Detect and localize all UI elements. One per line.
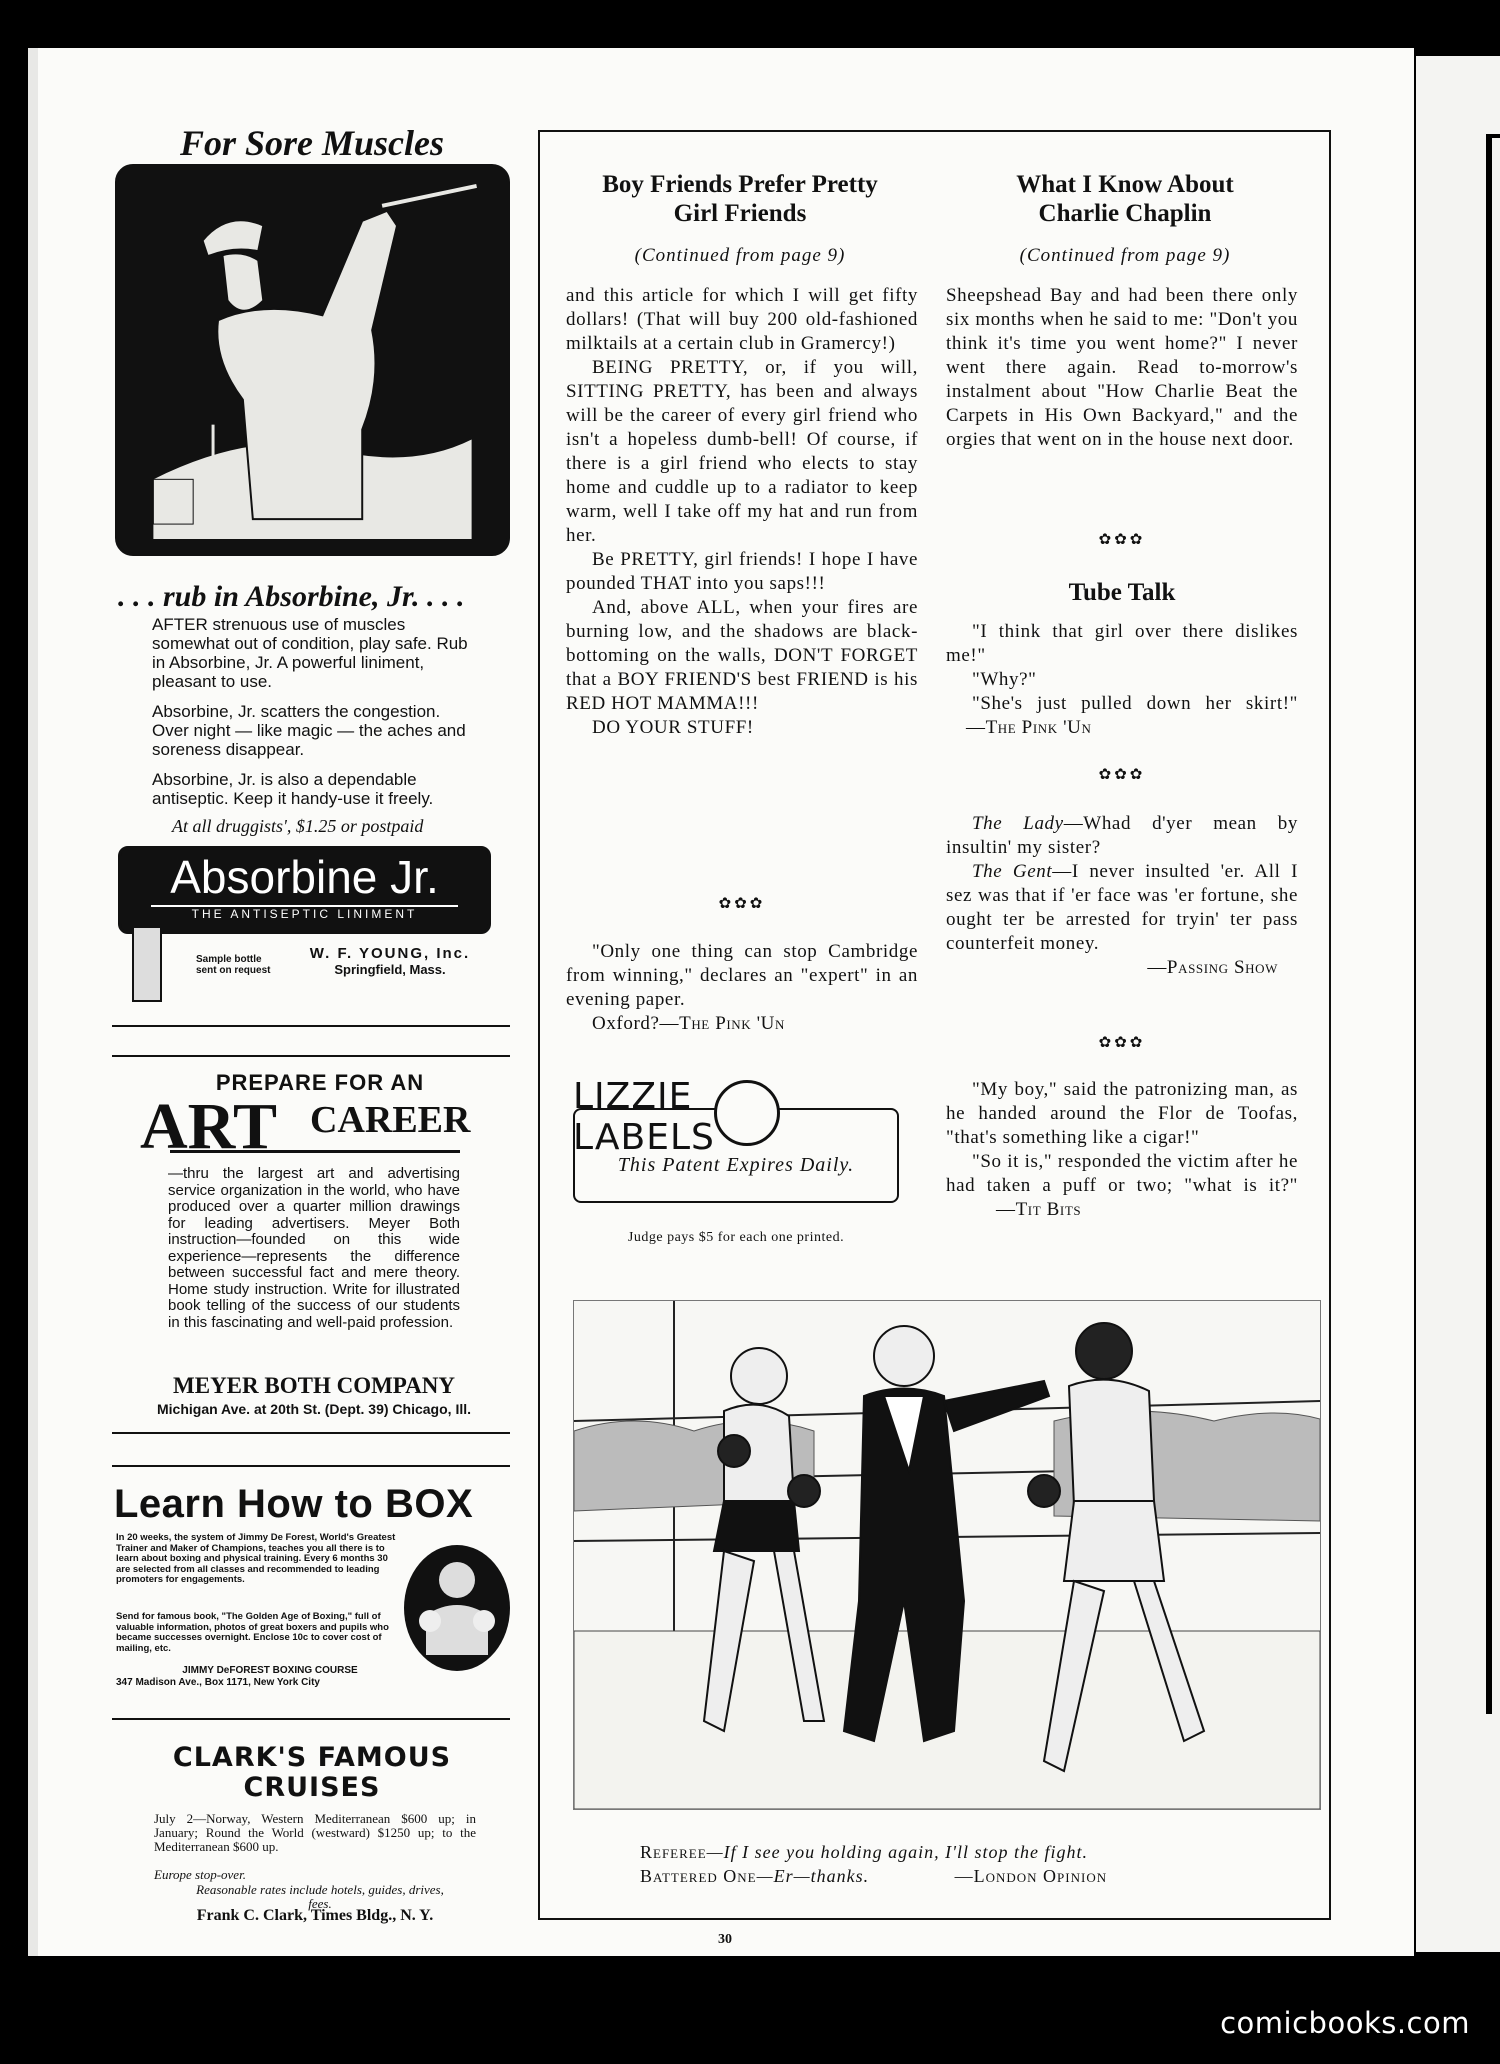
cigar-joke: [946, 1078, 1298, 1222]
box-ad-title: Learn How to BOX: [114, 1482, 474, 1526]
site-watermark: comicbooks.com: [1220, 2006, 1470, 2040]
absorbine-city: Springfield, Mass.: [334, 962, 446, 977]
col1-heading-2: Girl Friends: [673, 200, 807, 227]
col1-joke: [566, 940, 918, 1036]
box-ad-course: JIMMY DeFOREST BOXING COURSE: [182, 1665, 358, 1676]
ornament-icon: ✿✿✿: [1098, 532, 1146, 548]
col2-continued: (Continued from page 9): [1019, 245, 1231, 266]
sample-note: Sample bottle sent on request: [196, 954, 271, 976]
lizzie-circle-icon: [714, 1080, 780, 1146]
ornament-icon: ✿✿✿: [1098, 1035, 1146, 1051]
tube-source: —The Pink 'Un: [966, 717, 1092, 738]
absorbine-tagline: . . . rub in Absorbine, Jr. . . .: [118, 580, 465, 613]
cruise-title-2: CRUISES: [243, 1772, 381, 1803]
cigar-line: "So it is," responded the victim after he had taken a puff or two; "what is it?" —Tit Bits: [946, 1151, 1298, 1220]
boxer-icon: [404, 1545, 510, 1671]
col1-paragraph: BEING PRETTY, or, if you will, SITTING PRETTY, has been and always will be the career of every girl friend who isn't a hopeless dumb-bell! Of course, if there is a girl friend who elects to stay home and cuddle up to a radiator to keep warm, well I take off my hat and run from her.: [566, 357, 918, 546]
col2-article: Sheepshead Bay and had been there only six months when he said to me: "Don't you think it's time you went home?" I never went there again. Read to-morrow's instalment about "How Charlie Beat the Carpets in His Own Backyard," and the orgies that went on in the house next door.: [946, 285, 1298, 450]
art-ad-prepare: PREPARE FOR AN: [215, 1070, 425, 1095]
divider: [112, 1055, 510, 1057]
boxer-portrait: [404, 1545, 510, 1671]
col1-joke-answer: Oxford?—The Pink 'Un: [592, 1013, 785, 1034]
gent-source: —Passing Show: [1147, 957, 1278, 978]
col2-heading-1: What I Know About: [1016, 171, 1234, 198]
lizzie-right: LABELS: [573, 1117, 715, 1158]
divider: [112, 1465, 510, 1467]
box-ad-body: In 20 weeks, the system of Jimmy De Forest, World's Greatest Trainer and Maker of Champions, teaches you all there is to learn about boxing and physical training. Every 6 months 30 are selected from all classes and recommended to leading promoters for engagements.: [116, 1532, 396, 1585]
col1-paragraph: Be PRETTY, girl friends! I hope I have pounded THAT into you saps!!!: [566, 549, 918, 594]
cartoon-source: —London Opinion: [954, 1866, 1108, 1886]
tube-line: "Why?": [972, 669, 1037, 690]
absorbine-paragraph-1: AFTER strenuous use of muscles somewhat out of condition, play safe. Rub in Absorbine, Jr. A powerful liniment, pleasant to use.: [152, 615, 468, 691]
cartoon-caption-2: Battered One—Er—thanks. —London Opinion: [640, 1866, 1108, 1886]
page-left-edge: [28, 48, 38, 1956]
tube-line: "I think that girl over there dislikes me!": [946, 621, 1298, 666]
gent-line: The Gent—I never insulted 'er. All I sez was that if 'er face was 'er fortune, she ought ter be arrested for tryin' ter pass counterfeit money.: [946, 861, 1299, 954]
divider: [112, 1718, 510, 1720]
boxing-cartoon: [573, 1300, 1321, 1810]
col1-joke-text: "Only one thing can stop Cambridge from winning," declares an "expert" in an evening paper.: [566, 941, 918, 1010]
box-ad-address: 347 Madison Ave., Box 1171, New York City: [116, 1677, 320, 1688]
cruise-rates: Reasonable rates include hotels, guides, drives, fees.: [196, 1882, 444, 1911]
divider: [112, 1025, 510, 1027]
absorbine-logo-text: Absorbine Jr.: [170, 851, 439, 903]
box-ad-body-2: Send for famous book, "The Golden Age of Boxing," full of valuable information, photos of great boxers and pupils who became successes overnight. Enclose 10c to cover cost of mailing, etc.: [116, 1611, 389, 1654]
col1-paragraph: And, above ALL, when your fires are burning low, and the shadows are black-bottoming on the walls, DON'T FORGET that a BOY FRIEND'S best FRIEND is his RED HOT MAMMA!!!: [566, 597, 918, 714]
col1-paragraph: and this article for which I will get fifty dollars! (That will buy 200 old-fashioned milktails at a certain club in Gramercy!): [566, 285, 918, 354]
sore-muscles-title: For Sore Muscles: [179, 123, 445, 163]
cruise-contact: Frank C. Clark, Times Bldg., N. Y.: [196, 1907, 434, 1924]
absorbine-company: W. F. YOUNG, Inc.: [309, 945, 471, 962]
tube-talk-text: [946, 620, 1298, 740]
tube-line: "She's just pulled down her skirt!" —The Pink 'Un: [966, 693, 1298, 738]
art-ad-address: Michigan Ave. at 20th St. (Dept. 39) Chicago, Ill.: [156, 1401, 471, 1417]
lizzie-left: LIZZIE: [573, 1076, 693, 1117]
absorbine-logo: [118, 846, 491, 934]
art-ad-career: CAREER: [310, 1099, 471, 1141]
lizzie-label-text: This Patent Expires Daily.: [617, 1154, 855, 1176]
col1-continued: (Continued from page 9): [634, 245, 846, 266]
cartoon-caption-1: Referee—If I see you holding again, I'll stop the fight.: [640, 1842, 1088, 1862]
art-ad-company: MEYER BOTH COMPANY: [173, 1373, 455, 1398]
boxing-drawing: [574, 1301, 1320, 1809]
lizzie-note: Judge pays $5 for each one printed.: [627, 1230, 845, 1245]
cigar-line: "My boy," said the patronizing man, as he handed around the Flor de Toofas, "that's something like a cigar!": [946, 1079, 1298, 1148]
cigar-source: —Tit Bits: [996, 1199, 1082, 1220]
cruise-stop: Europe stop-over.: [154, 1867, 246, 1882]
ornament-icon: ✿✿✿: [1098, 767, 1146, 783]
cruise-body: July 2—Norway, Western Mediterranean $600 up; in January; Round the World (westward) $1250 up; to the Mediterranean $600 up.: [154, 1811, 476, 1854]
col1-paragraph: DO YOUR STUFF!: [592, 717, 754, 738]
lady-gent-joke: [946, 812, 1298, 980]
col1-article: [566, 284, 918, 740]
art-ad-body: —thru the largest art and advertising service organization in the world, who have produced over a quarter million drawings for leading advertisers. Meyer Both instruction—founded on this wide experience—represents the difference between successful fact and mere theory. Home study instruction. Write for illustrated book telling of the success of our students in this fascinating and well-paid profession.: [168, 1165, 460, 1331]
lady-line: The Lady—Whad d'yer mean by insultin' my sister?: [946, 813, 1298, 858]
page-number: 30: [718, 1932, 732, 1947]
tube-talk-heading: Tube Talk: [1068, 579, 1176, 606]
absorbine-paragraph-3: Absorbine, Jr. is also a dependable antiseptic. Keep it handy-use it freely.: [152, 770, 434, 808]
golfer-drawing: [132, 181, 493, 539]
col1-heading-1: Boy Friends Prefer Pretty: [602, 171, 878, 198]
facing-page-edge: [1416, 56, 1500, 1952]
absorbine-paragraph-2: Absorbine, Jr. scatters the congestion. Over night — like magic — the aches and soreness disappear.: [152, 702, 466, 759]
art-ad-art: ART: [140, 1090, 278, 1163]
absorbine-logo-subtitle: THE ANTISEPTIC LINIMENT: [151, 905, 458, 921]
col1-joke-source: The Pink 'Un: [679, 1013, 785, 1034]
absorbine-price: At all druggists', $1.25 or postpaid: [172, 816, 424, 836]
col2-heading-2: Charlie Chaplin: [1038, 200, 1212, 227]
bottle-icon: [132, 926, 162, 1002]
divider: [112, 1432, 510, 1434]
ornament-icon: ✿✿✿: [718, 896, 766, 912]
pen-stroke: [170, 1150, 460, 1153]
golfer-illustration: [115, 164, 510, 556]
cruise-title-1: CLARK'S FAMOUS: [172, 1742, 452, 1773]
